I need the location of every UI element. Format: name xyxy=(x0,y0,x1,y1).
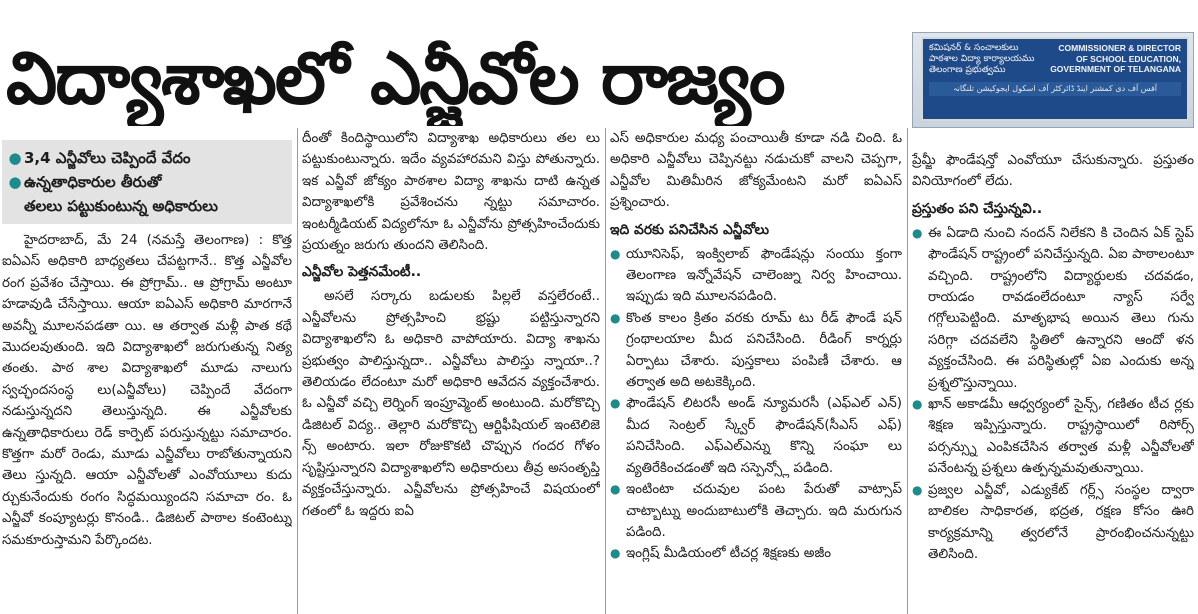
list-item-text: ఇంగ్లిష్ మీడియంలో టీచర్ల శిక్షణకు అజీం xyxy=(626,546,832,562)
bullet-icon: ● xyxy=(610,482,621,497)
bullet-icon: ● xyxy=(610,310,621,325)
subheading: ఎన్జీవోల పెత్తనమేంటీ.. xyxy=(302,264,422,281)
list-item-text: ఈ ఏడాది నుంచి నందన్ నిలేకని కి చెందిన ఏక్ స్టెప్ ఫౌండేషన్ రాష్ట్రంలో పనిచేస్తున్నది. ఏఐ పాఠాలంటూ వచ్చింది. రాష్ట్రంలోని విద్యార్థులకు చదవడం, రాయడం రావడంలేదంటూ న్యాస్ సర్వే గగ్గోలుపెట్టింది. మాతృభాష అయిన తెలు గును సరిగ్గా చదవలేని స్థితిలో ఉన్నారని ఆందో ళన వ్యక్తంచేసింది. ఈ పరిస్థితుల్లో ఏఐ ఎందుకు అన్న ప్రశ్నలొస్తున్నాయి. xyxy=(928,225,1194,391)
article-column-4 xyxy=(912,150,1194,565)
article-paragraph: హైదరాబాద్, మే 24 (నమస్తే తెలంగాణ) : కొత్త ఐఏఎస్ అధికారి బాధ్యతలు చేపట్టగానే.. కొత్త ఎన్జీవోల రంగ ప్రవేశం చేస్తాయి. ఈ ప్రోగ్రామ్.. ఆ ప్రోగ్రామ్ అంటూ హడావుడి చేసేస్తాయి. ఆయా ఐఏఎస్ అధికారి మారగానే అవన్నీ మూలనపడతా యి. ఆ తర్వాత మళ్లీ పాత కథే మొదలవుతుంది. ఇది విద్యాశాఖలో జరుగుతున్న నిత్య తంతు. పాఠ శాల విద్యాశాఖలో మూడు నాలుగు స్వచ్ఛందసంస్థ లు(ఎన్జీవోలు) చెప్పిందే వేదంగా నడుస్తున్నదని తెలుస్తున్నది. ఈ ఎన్జీవోలకు ఉన్నతాధికారులు రెడ్ కార్పెట్ పరుస్తున్నట్టు సమాచారం. కొత్తగా మరో రెండు, మూడు ఎన్జీవోలు రాబోతున్నాయని తెలు స్తున్నది. ఆయా ఎన్జీవోలతో ఎంవోయూలు కుదు ర్చుకునేందుకు రంగం సిద్ధమయ్యిందని సమాచా రం. ఓ ఎన్జీవో కంప్యూటర్లు కొనండి.. డిజిటల్ పాఠాల కంటెంట్ను సమకూరుస్తామని పేర్కొందట. xyxy=(2,233,292,548)
article-column-2 xyxy=(302,128,600,522)
list-item xyxy=(610,308,902,394)
highlight-text-continued: తలలు పట్టుకుంటున్న అధికారులు xyxy=(24,197,218,215)
bullet-icon: ● xyxy=(912,397,923,412)
subheading: ఇది వరకు పనిచేసిన ఎన్జీవోలు xyxy=(610,221,770,238)
highlights-box xyxy=(2,140,292,224)
signboard xyxy=(921,37,1189,121)
article-column-3 xyxy=(610,128,902,565)
bullet-icon: ● xyxy=(8,149,22,167)
column-divider xyxy=(605,128,606,614)
bullet-icon: ● xyxy=(610,246,621,261)
bullet-icon: ● xyxy=(610,546,621,561)
highlight-item xyxy=(6,146,286,170)
signboard-urdu-text: آفس آف دی کمشنر اینڈ ڈائرکٹر آف اسکول ایجوکیشن تلنگانہ xyxy=(929,82,1181,96)
highlight-text: ఉన్నతాధికారుల తీరుతో xyxy=(24,173,162,191)
list-item-text: ఇంటింటా చదువుల పంట పేరుతో వాట్సాప్ చాట్బాట్ను అందుబాటులోకి తెచ్చారు. ఇది మరుగున పడింది. xyxy=(626,482,902,540)
list-item-text: కొంత కాలం క్రితం వరకు రూమ్ టు రీడ్ ఫౌండే షన్ గ్రంథాలయాల మీద పనిచేసింది. రీడింగ్ కార్నర్లు ఏర్పాటు చేశారు. పుస్తకాలు పంపిణీ చేశారు. ఆ తర్వాత అది అటకెక్కింది. xyxy=(626,310,902,391)
column-divider xyxy=(907,128,908,614)
headline: విద్యాశాఖలో ఎన్జీవోల రాజ్యం xyxy=(6,36,784,120)
office-signboard-photo xyxy=(912,32,1194,128)
bullet-icon: ● xyxy=(610,396,621,411)
article-paragraph: దీంతో కిందిస్థాయిలోని విద్యాశాఖ అధికారులు తల లు పట్టుకుంటున్నారు. ఇదేం వ్యవహారమని విస్తు పోతున్నారు. ఇక ఎన్జీవో జోక్యం పాఠశాల విద్యా శాఖను దాటి ఉన్నత విద్యాశాఖలోకి ప్రవేశించను న్నట్టు సమాచారం. ఇంటర్మీడియట్ విద్యలోనూ ఓ ఎన్జీవోను ప్రోత్సహించేందుకు ప్రయత్నం జరుగు తుందని తెలిసింది. xyxy=(302,131,600,254)
article-column-1 xyxy=(2,140,292,551)
subheading: ప్రస్తుతం పని చేస్తున్నవి.. xyxy=(912,200,1043,217)
list-item xyxy=(610,393,902,479)
article-paragraph: ప్రేమ్జీ ఫౌండేషన్తో ఎంవోయూ చేసుకున్నారు. ప్రస్తుతం వినియోగంలో లేదు. xyxy=(912,153,1194,190)
highlight-item xyxy=(6,170,286,194)
list-item-text: ప్రజ్వల ఎన్జీవో, ఎడ్యుకేట్ గర్ల్స్ సంస్థల ద్వారా బాలికల సాధికారత, భద్రత, రక్షణ కోసం ఊరి కార్యక్రమాన్ని త్వరలోనే ప్రారంభించనున్నట్టు తెలిసింది. xyxy=(928,482,1194,562)
list-item xyxy=(912,223,1194,394)
list-item xyxy=(912,480,1194,566)
list-item-text: యూనిసెఫ్, ఇంక్విలాబ్ ఫౌండేషన్లు సంయు క్తంగా తెలంగాణ ఇన్నోవేషన్ చాలెంజ్ను నిర్వ హించాయి. ఇప్పుడు ఇది మూలనపడింది. xyxy=(626,246,902,305)
bullet-icon: ● xyxy=(912,225,923,240)
signboard-english-text: COMMISSIONER & DIRECTOR OF SCHOOL EDUCATION, GOVERNMENT OF TELANGANA xyxy=(1050,43,1181,74)
list-item xyxy=(610,543,902,564)
list-item-text: ఖాన్ అకాడమీ ఆధ్వర్యంలో సైన్స్, గణితం టీచ ర్లకు శిక్షణ ఇప్పిస్తున్నారు. రాష్ట్రస్థాయిలో రిసోర్స్ పర్సన్స్ను ఎంపికచేసిన తర్వాత మళ్లీ ఎన్జీవోలతో పనేంటన్న ప్రశ్నలు ఉత్పన్నమవుతున్నాయి. xyxy=(928,397,1194,477)
article-paragraph: ఎస్ అధికారుల మధ్య పంచాయితీ కూడా నడి చింది. ఓ అధికారి ఎన్జీవోలు చెప్పినట్టు నడుచుకో వాలని చెప్పగా, ఎన్జీవోల మితిమీరిన జోక్యమేంటని మరో ఐఏఎస్ ప్రశ్నించారు. xyxy=(610,131,902,211)
bullet-icon: ● xyxy=(8,173,22,191)
column-divider xyxy=(297,128,298,614)
bullet-icon: ● xyxy=(912,482,923,497)
list-item xyxy=(912,394,1194,480)
article-paragraph: అసలే సర్కారు బడులకు పిల్లలే వస్తలేరంటే.. ఎన్జీవోలను ప్రోత్సహించి భ్రష్టు పట్టిస్తున్నారని విద్యాశాఖలోని ఓ అధికారి వాపోయారు. విద్యా శాఖను ప్రభుత్వం పాలిస్తున్నదా.. ఎన్జీవోలు పాలిస్తు న్నాయా..? తెలియడం లేదంటూ మరో అధికారి ఆవేదన వ్యక్తంచేశారు. ఓ ఎన్జీవో వచ్చి లెర్నింగ్ ఇంప్రూవ్మెంట్ అంటుంది. మరోకొచ్చి డిజిటల్ విద్య.. తెల్లారి మరోకొచ్చి ఆర్టిఫీషియల్ ఇంటెలిజె న్స్ అంటారు. ఇలా రోజుకొకటి చొప్పున గందర గోళం సృష్టిస్తున్నారని విద్యాశాఖలోని అధికారులు తీవ్ర అసంతృప్తి వ్యక్తంచేస్తున్నారు. ఎన్జీవోలను ప్రోత్సహించే విషయంలో గతంలో ఓ ఇద్దరు ఐఏ xyxy=(302,289,600,519)
list-item-text: ఫౌండేషన్ లిటరసీ అండ్ న్యూమరసీ (ఎఫ్ఎల్ ఎన్) మీద సెంట్రల్ స్క్వేర్ ఫౌండేషన్(సీఎస్ ఎఫ్) పనిచేసింది. ఎఫ్ఎల్ఎన్ను కొన్ని సంఘా లు వ్యతిరేకించడంతో ఇది సస్పెన్స్లో పడింది. xyxy=(626,396,902,476)
signboard-telugu-text: కమిషనర్ & సంచాలకులు పాఠశాల విద్యా కార్యాలయము తెలంగాణ ప్రభుత్వము xyxy=(929,43,1035,75)
highlight-text: 3,4 ఎన్జీవోలు చెప్పిందే వేదం xyxy=(24,149,191,167)
list-item xyxy=(610,244,902,308)
list-item xyxy=(610,479,902,543)
